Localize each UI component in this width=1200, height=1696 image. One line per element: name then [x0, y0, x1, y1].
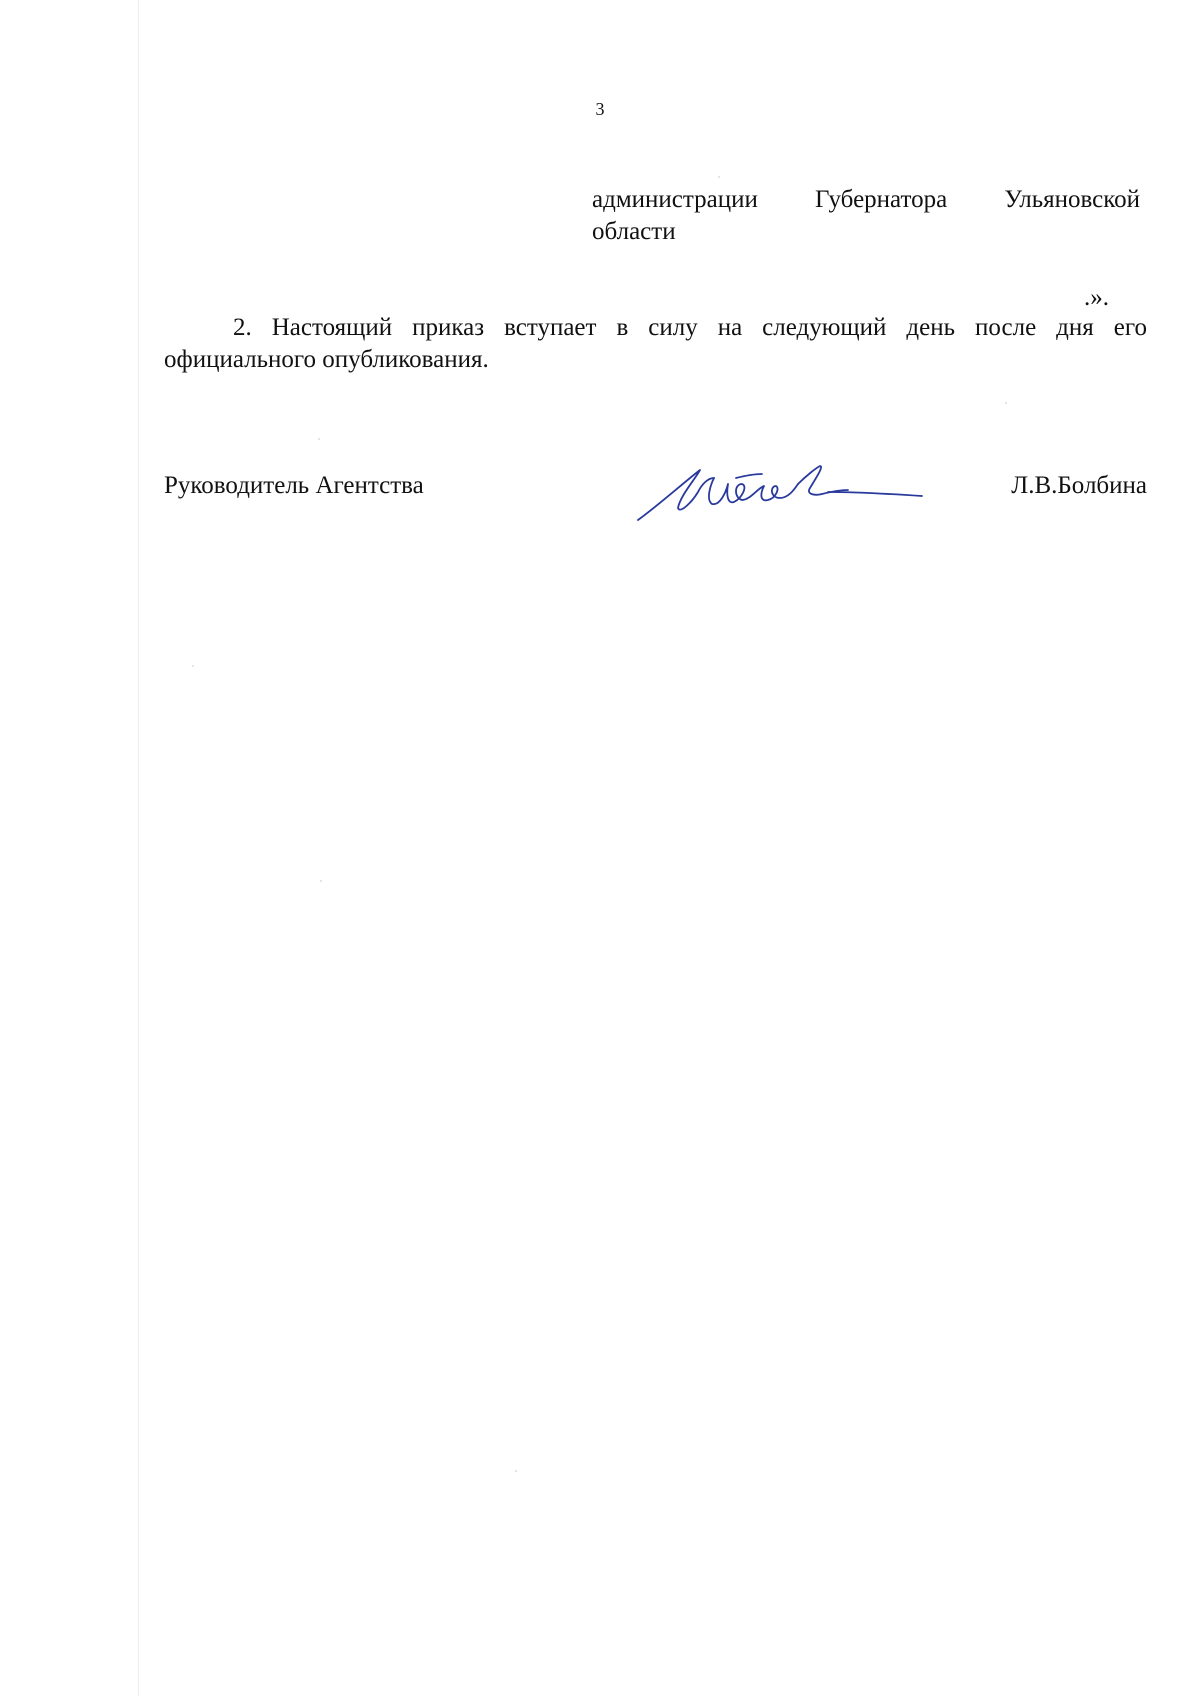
paragraph-2 [164, 312, 1147, 376]
signatory-name: Л.В.Болбина [1011, 472, 1147, 499]
continuation-line-2: области [592, 218, 676, 245]
page-number: 3 [595, 99, 605, 119]
scan-edge-line [138, 0, 139, 1696]
continuation-line-1: администрации Губернатора Ульяновской [592, 186, 1140, 213]
scan-speck [320, 880, 322, 882]
signatory-title: Руководитель Агентства [164, 472, 424, 499]
scan-speck [1005, 402, 1007, 404]
continuation-text [592, 184, 1140, 248]
signature-block [164, 470, 1147, 530]
scan-speck [192, 665, 194, 667]
scan-speck [515, 1470, 517, 1472]
handwritten-signature [630, 456, 930, 536]
paragraph-2-text: 2. Настоящий приказ вступает в силу на следующий день после дня его официального опубликования. [164, 314, 1147, 373]
closing-quote: .». [1084, 284, 1109, 311]
scan-speck [318, 438, 320, 440]
scan-speck [718, 176, 720, 178]
